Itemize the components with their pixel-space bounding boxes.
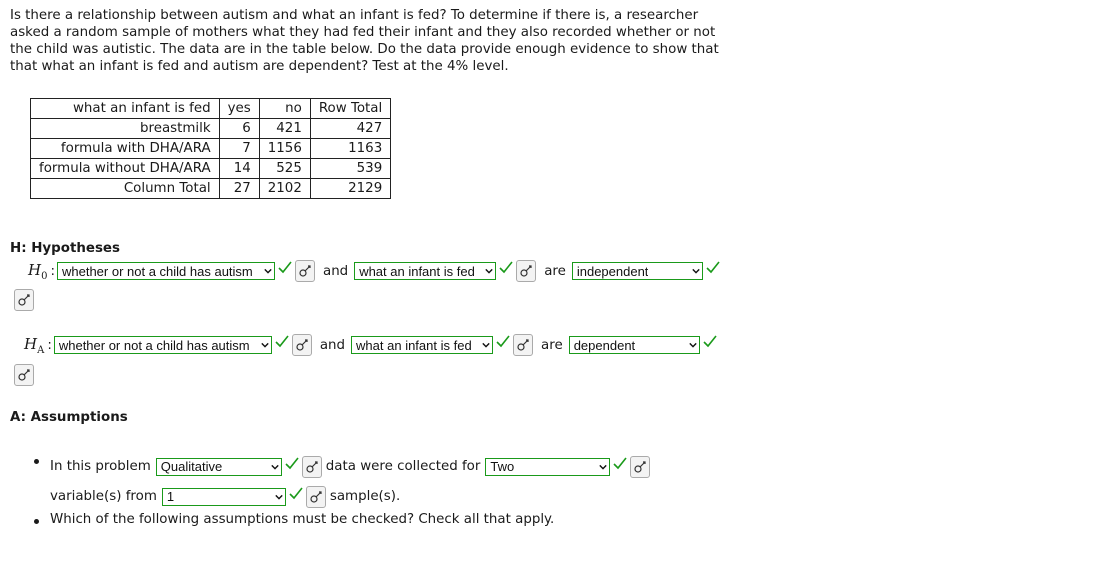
key-button[interactable] <box>306 486 326 508</box>
list-item <box>32 452 732 512</box>
select-value: whether or not a child has autism <box>58 337 250 353</box>
table-cell: Column Total <box>31 179 220 199</box>
checkmark-icon <box>703 335 717 349</box>
table-cell: 1156 <box>259 139 310 159</box>
and-label: and <box>319 337 346 353</box>
checkmark-icon <box>275 335 289 349</box>
chevron-down-icon <box>689 341 697 349</box>
select-value: dependent <box>573 337 636 353</box>
table-cell: 525 <box>259 159 310 179</box>
table-cell: 27 <box>219 179 259 199</box>
h0-symbol <box>28 261 47 282</box>
select-value: what an infant is fed <box>356 337 472 353</box>
table-cell: formula with DHA/ARA <box>31 139 220 159</box>
table-cell: 7 <box>219 139 259 159</box>
h0-variable1-select[interactable] <box>57 262 275 280</box>
header-cell: Row Total <box>310 99 390 119</box>
key-button[interactable] <box>14 364 34 386</box>
key-button[interactable] <box>630 456 650 478</box>
select-value: 1 <box>166 489 175 504</box>
checkmark-icon <box>289 487 303 501</box>
key-icon <box>310 491 322 503</box>
hypotheses-heading: H: Hypotheses <box>10 241 120 256</box>
key-icon <box>306 461 318 473</box>
table-row <box>31 159 391 179</box>
assumption-line-1 <box>50 452 732 482</box>
table-cell: 421 <box>259 119 310 139</box>
table-cell: 14 <box>219 159 259 179</box>
key-button[interactable] <box>295 260 315 282</box>
checkmark-icon <box>499 261 513 275</box>
table-row <box>31 139 391 159</box>
assumption-line-2 <box>50 482 732 512</box>
problem-statement: Is there a relationship between autism and what an infant is fed? To determine if there is, a researcher asked a random sample of mothers what they had fed their infant and they also recorded whether or not the child was autistic. The data are in the table below. Do the data provide enough evidence to show that that what an infant is fed and autism are dependent? Test at the 4% level. <box>10 8 719 74</box>
key-button[interactable] <box>513 334 533 356</box>
select-value: Two <box>490 459 515 474</box>
key-icon <box>18 294 30 306</box>
ha-symbol <box>24 335 44 356</box>
table-cell: 6 <box>219 119 259 139</box>
select-value: whether or not a child has autism <box>61 263 253 279</box>
key-icon <box>299 265 311 277</box>
line1-prefix: In this problem <box>50 459 151 474</box>
select-value: what an infant is fed <box>359 263 475 279</box>
header-cell: yes <box>219 99 259 119</box>
are-label: are <box>541 337 563 353</box>
checkmark-icon <box>496 335 510 349</box>
key-button[interactable] <box>14 289 34 311</box>
table-header-row <box>31 99 391 119</box>
table-cell: 2102 <box>259 179 310 199</box>
table-row <box>31 119 391 139</box>
chevron-down-icon <box>485 267 493 275</box>
null-hypothesis-row <box>28 260 721 282</box>
assumptions-heading: A: Assumptions <box>10 410 128 425</box>
and-label: and <box>322 263 349 279</box>
table-cell: formula without DHA/ARA <box>31 159 220 179</box>
table-cell: 2129 <box>310 179 390 199</box>
checkmark-icon <box>285 457 299 471</box>
key-icon <box>296 339 308 351</box>
key-button[interactable] <box>292 334 312 356</box>
key-icon <box>517 339 529 351</box>
checkmark-icon <box>613 457 627 471</box>
h0-colon: : <box>50 263 55 279</box>
chevron-down-icon <box>261 341 269 349</box>
ha-relation-select[interactable] <box>569 336 700 354</box>
h0-relation-select[interactable] <box>572 262 703 280</box>
table-cell: 427 <box>310 119 390 139</box>
table-cell: 539 <box>310 159 390 179</box>
h0-subscript: 0 <box>41 270 48 282</box>
checkmark-icon <box>706 261 720 275</box>
ha-letter: H <box>24 334 38 353</box>
assumptions-list <box>32 452 732 527</box>
chevron-down-icon <box>271 463 279 471</box>
variables-count-select[interactable] <box>485 458 610 476</box>
ha-subscript: A <box>37 344 45 356</box>
header-cell: no <box>259 99 310 119</box>
line2-suffix: sample(s). <box>329 489 401 504</box>
list-item <box>32 512 732 527</box>
key-button[interactable] <box>302 456 322 478</box>
chevron-down-icon <box>692 267 700 275</box>
line2-prefix: variable(s) from <box>50 489 157 504</box>
line1-middle: data were collected for <box>325 459 481 474</box>
samples-count-select[interactable] <box>162 488 286 506</box>
chevron-down-icon <box>482 341 490 349</box>
checkmark-icon <box>278 261 292 275</box>
key-icon <box>634 461 646 473</box>
are-label: are <box>544 263 566 279</box>
ha-variable1-select[interactable] <box>54 336 272 354</box>
h0-variable2-select[interactable] <box>354 262 496 280</box>
ha-variable2-select[interactable] <box>351 336 493 354</box>
ha-colon: : <box>47 337 52 353</box>
chevron-down-icon <box>599 463 607 471</box>
table-cell: breastmilk <box>31 119 220 139</box>
header-cell: what an infant is fed <box>31 99 220 119</box>
h0-letter: H <box>28 260 42 279</box>
key-icon <box>18 369 30 381</box>
data-type-select[interactable] <box>156 458 282 476</box>
assumptions-question: Which of the following assumptions must be checked? Check all that apply. <box>50 512 555 527</box>
chevron-down-icon <box>264 267 272 275</box>
contingency-table <box>30 98 391 199</box>
key-icon <box>520 265 532 277</box>
chevron-down-icon <box>275 493 283 501</box>
table-totals-row <box>31 179 391 199</box>
table-cell: 1163 <box>310 139 390 159</box>
key-button[interactable] <box>516 260 536 282</box>
select-value: independent <box>576 263 649 279</box>
alternative-hypothesis-row <box>24 334 718 356</box>
select-value: Qualitative <box>160 459 223 474</box>
